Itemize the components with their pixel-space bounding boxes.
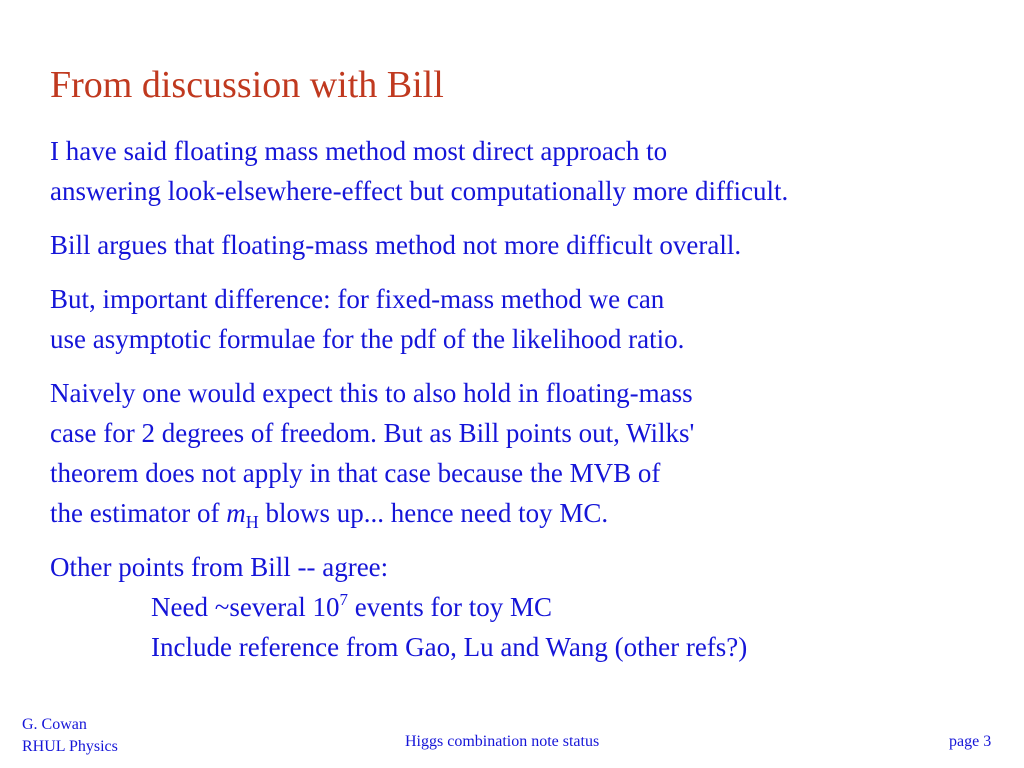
text-line: Bill argues that floating-mass method not more difficult overall. [50, 230, 742, 260]
text-line: I have said floating mass method most direct approach to [50, 136, 668, 166]
paragraph-other-points [50, 547, 1010, 667]
footer-subject: Higgs combination note status [405, 733, 600, 750]
estimator-text-after: blows up... hence need toy MC. [258, 498, 609, 528]
exponent: 7 [339, 590, 349, 609]
slide-title: From discussion with Bill [50, 64, 444, 106]
mass-subscript: H [245, 512, 259, 532]
paragraph-important-difference [50, 279, 1010, 359]
paragraph-wilks-theorem [50, 373, 1010, 533]
text-line: Other points from Bill -- agree: [50, 552, 389, 582]
paragraph-floating-mass [50, 131, 1010, 211]
footer-affiliation: RHUL Physics [22, 738, 118, 755]
estimator-text-before: the estimator of [50, 498, 227, 528]
estimator-line [50, 493, 1010, 533]
mass-symbol: m [226, 498, 246, 528]
text-line: theorem does not apply in that case because the MVB of [50, 458, 661, 488]
text-line: But, important difference: for fixed-mass method we can [50, 284, 665, 314]
toy-mc-text-before: Need ~several 10 [151, 592, 340, 622]
text-line: use asymptotic formulae for the pdf of the likelihood ratio. [50, 324, 685, 354]
slide-body [50, 131, 1010, 681]
toy-mc-text-after: events for toy MC [348, 592, 553, 622]
text-line: Naively one would expect this to also hold in floating-mass [50, 378, 693, 408]
text-line: answering look-elsewhere-effect but computationally more difficult. [50, 176, 789, 206]
footer-author: G. Cowan [22, 716, 87, 733]
list-item-reference: Include reference from Gao, Lu and Wang (other refs?) [151, 632, 748, 662]
footer-author-block [22, 714, 118, 758]
paragraph-bill-argues [50, 225, 1010, 265]
text-line: case for 2 degrees of freedom. But as Bill points out, Wilks' [50, 418, 695, 448]
footer-page-number: page 3 [949, 733, 992, 750]
list-item-toy-mc [50, 587, 1010, 627]
